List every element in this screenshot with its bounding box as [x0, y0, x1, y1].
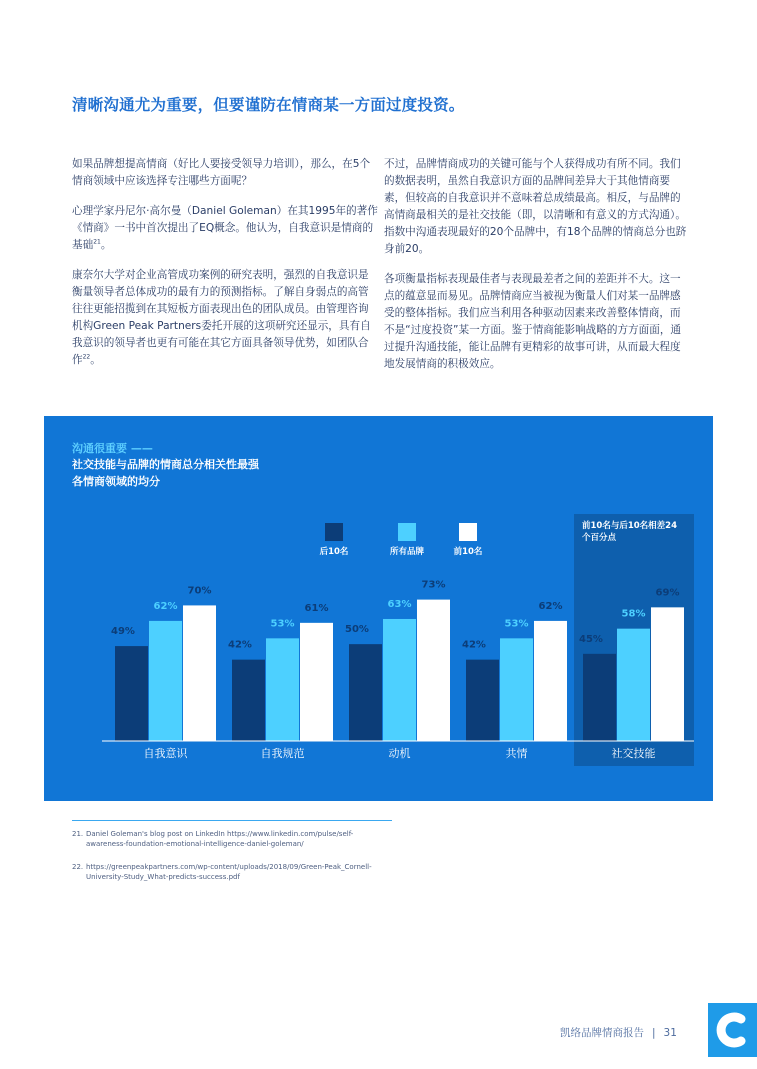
bar-chart	[44, 416, 713, 801]
bar	[232, 660, 265, 741]
footnote-text[interactable]: https://greenpeakpartners.com/wp-content/uploads/2018/09/Green-Peak_Cornell-University-Study_What-predicts-success.pdf	[86, 863, 372, 881]
footnote-number: 21.	[72, 830, 84, 838]
data-label: 53%	[270, 618, 295, 630]
category-label: 共情	[505, 747, 528, 760]
footnote-ref[interactable]: 21	[93, 238, 101, 246]
footnote-ref[interactable]: 22	[82, 353, 91, 361]
legend-swatch	[398, 523, 416, 541]
section-heading: 清晰沟通尤为重要，但要谨防在情商某一方面过度投资。	[72, 96, 465, 114]
data-label: 70%	[187, 585, 212, 597]
data-label: 49%	[111, 626, 135, 638]
bar	[266, 638, 299, 741]
data-label: 50%	[345, 624, 369, 636]
chart-title-line: 社交技能与品牌的情商总分相关性最强	[72, 458, 259, 471]
paragraph: 心理学家丹尼尔·高尔曼（Daniel Goleman）在其1995年的著作《情商》一书中首次提出了EQ概念。他认为，自我意识是情商的基础$^{21}$。	[72, 205, 378, 251]
data-label: 42%	[462, 639, 486, 651]
bar	[617, 629, 650, 741]
paragraph: 不过，品牌情商成功的关键可能与个人获得成功有所不同。我们的数据表明，虽然自我意识方面的品牌间差异大于其他情商要素，但较高的自我意识并不意味着总成绩最高。相反，与品牌的高情商最相关的是社交技能（即，以清晰和有意义的方式沟通）。指数中沟通表现最好的20个品牌中，有18个品牌的情商总分也跻身前20。	[384, 158, 687, 255]
bar	[149, 621, 182, 741]
legend-label: 所有品牌	[389, 547, 425, 557]
right-text-column	[384, 156, 690, 386]
bar	[534, 621, 567, 741]
category-label: 社交技能	[611, 747, 656, 760]
bar	[651, 607, 684, 741]
bar	[183, 605, 216, 741]
data-label: 69%	[655, 587, 680, 599]
legend-label: 前10名	[453, 547, 483, 557]
data-label: 45%	[579, 633, 603, 645]
category-label: 动机	[388, 747, 411, 760]
chart-panel	[44, 416, 713, 801]
data-label: 73%	[421, 579, 446, 591]
bar	[583, 654, 616, 741]
page-number: 31	[663, 1027, 677, 1039]
legend-swatch	[325, 523, 343, 541]
footnote	[72, 829, 392, 849]
data-label: 42%	[228, 639, 252, 651]
page-footer	[560, 1025, 677, 1040]
report-title: 凯络品牌情商报告	[560, 1027, 644, 1039]
paragraph: 各项衡量指标表现最佳者与表现最差者之间的差距并不大。这一点的蕴意显而易见。品牌情商应当被视为衡量人们对某一品牌感受的整体指标。我们应当利用各种驱动因素来改善整体情商，而不是“过度投资”某一方面。鉴于情商能影响战略的方方面面，通过提升沟通技能，能让品牌有更精彩的故事可讲，从而最大程度地发展情商的积极效应。	[384, 273, 682, 370]
legend-label: 后10名	[319, 547, 349, 557]
highlight-note: 前10名与后10名相差24 个百分点	[582, 521, 677, 543]
bar	[115, 646, 148, 741]
brand-logo-icon	[708, 1003, 757, 1057]
chart-subtitle: 各情商领域的均分	[72, 475, 160, 488]
bar	[417, 600, 450, 741]
bar	[383, 619, 416, 741]
footnote	[72, 862, 392, 882]
data-label: 58%	[621, 608, 646, 620]
category-label: 自我规范	[260, 747, 305, 760]
data-label: 63%	[387, 598, 412, 610]
data-label: 53%	[504, 618, 529, 630]
chart-kicker: 沟通很重要 ——	[72, 442, 153, 455]
bar	[300, 623, 333, 741]
data-label: 61%	[304, 602, 329, 614]
bar	[466, 660, 499, 741]
footnote-text[interactable]: Daniel Goleman's blog post on LinkedIn https://www.linkedin.com/pulse/self-awareness-foundation-emotional-intelligence-daniel-goleman/	[86, 830, 354, 848]
category-label: 自我意识	[143, 747, 188, 760]
bar	[500, 638, 533, 741]
legend-swatch	[459, 523, 477, 541]
left-text-column	[72, 156, 378, 382]
paragraph: 如果品牌想提高情商（好比人要接受领导力培训），那么，在5个情商领域中应该选择专注哪些方面呢？	[72, 158, 371, 187]
footnotes	[72, 820, 392, 895]
data-label: 62%	[153, 600, 178, 612]
footnote-number: 22.	[72, 863, 84, 871]
paragraph: 康奈尔大学对企业高管成功案例的研究表明，强烈的自我意识是衡量领导者总体成功的最有力的预测指标。了解自身弱点的高管往往更能招揽到在其短板方面表现出色的团队成员。由管理咨询机构Green Peak Partners委托开展的这项研究还显示，具有自我意识的领导者也更有可能在其它方面具备领导优势，如团队合作$^{22}$。	[72, 269, 371, 366]
data-label: 62%	[538, 600, 563, 612]
footer-separator: |	[652, 1027, 656, 1039]
bar	[349, 644, 382, 741]
